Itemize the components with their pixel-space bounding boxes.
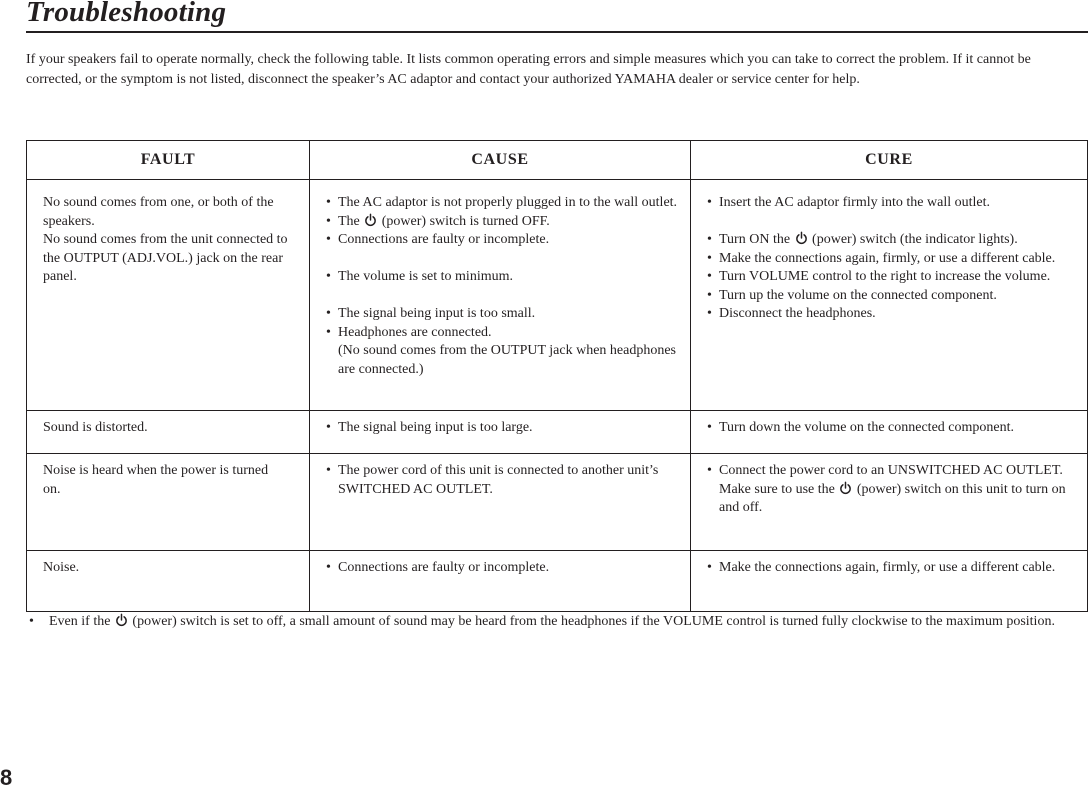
fault-cell	[27, 411, 310, 454]
footnote-text-after: (power) switch is set to off, a small amount of sound may be heard from the headphones if the VOLUME control is turned fully clockwise to the maximum position.	[132, 614, 1055, 629]
cause-item: • Connections are faulty or incomplete.	[326, 559, 682, 578]
cure-item-text-after: (power) switch (the indicator lights).	[812, 232, 1018, 247]
cure-item-text-before: Turn ON the	[719, 232, 791, 247]
cure-cell	[691, 551, 1088, 612]
cure-item: • Insert the AC adaptor firmly into the wall outlet.	[707, 194, 1079, 213]
cure-item: • Make the connections again, firmly, or use a different cable.	[707, 250, 1079, 269]
cause-cell	[310, 411, 691, 454]
table-row	[27, 551, 1088, 612]
fault-text: No sound comes from the unit connected to the OUTPUT (ADJ.VOL.) jack on the rear panel.	[43, 232, 288, 284]
table-row	[27, 454, 1088, 551]
cause-item: • The signal being input is too small.	[326, 305, 682, 324]
cure-item: • Turn down the volume on the connected component.	[707, 419, 1079, 438]
cause-cell	[310, 551, 691, 612]
cure-cell	[691, 411, 1088, 454]
title-rule	[26, 31, 1088, 33]
power-icon	[795, 231, 808, 245]
cause-item: • The signal being input is too large.	[326, 419, 682, 438]
cause-item: • The power cord of this unit is connected to another unit’s SWITCHED AC OUTLET.	[326, 462, 682, 499]
cause-cell	[310, 454, 691, 551]
cure-item	[707, 231, 1079, 250]
cause-item-text: • Headphones are connected.	[338, 324, 492, 340]
footnote-text-before: Even if the	[49, 614, 111, 629]
table-row	[27, 180, 1088, 411]
cause-item	[326, 324, 682, 380]
cure-item: • Make the connections again, firmly, or use a different cable.	[707, 559, 1079, 578]
cure-item: • Disconnect the headphones.	[707, 305, 1079, 324]
cure-item-text-before: Make sure to use the	[719, 481, 835, 497]
cure-item-note	[719, 481, 1079, 518]
cause-item: • The volume is set to minimum.	[326, 268, 682, 287]
table-header-row	[27, 141, 1088, 180]
table-row	[27, 411, 1088, 454]
power-icon	[839, 481, 852, 495]
fault-cell	[27, 551, 310, 612]
cause-item: • The AC adaptor is not properly plugged in to the wall outlet.	[326, 194, 682, 213]
fault-text: Noise.	[43, 560, 80, 575]
fault-cell	[27, 180, 310, 411]
fault-text: Sound is distorted.	[43, 420, 148, 435]
cure-item	[707, 462, 1079, 518]
intro-paragraph: If your speakers fail to operate normally, check the following table. It lists common operating errors and simple measures which you can take to correct the problem. If it cannot be corrected, or the symptom is not listed, disconnect the speaker’s AC adaptor and contact your authorized YAMAHA dealer or service center for help.	[26, 52, 1031, 87]
cause-header: CAUSE	[310, 141, 691, 180]
cure-cell	[691, 454, 1088, 551]
fault-text: Noise is heard when the power is turned on.	[43, 463, 269, 497]
cure-item-text-after: (power) switch on this unit to turn on and off.	[719, 481, 1066, 515]
cure-header: CURE	[691, 141, 1088, 180]
cure-cell	[691, 180, 1088, 411]
fault-cell	[27, 454, 310, 551]
page-title: Troubleshooting	[26, 0, 227, 28]
fault-header: FAULT	[27, 141, 310, 180]
cure-item: • Turn up the volume on the connected component.	[707, 287, 1079, 306]
page-number: 8	[0, 765, 13, 790]
cause-item	[326, 213, 682, 232]
cause-cell	[310, 180, 691, 411]
footnote	[26, 612, 1066, 632]
fault-text: No sound comes from one, or both of the speakers.	[43, 195, 274, 229]
cure-item: • Turn VOLUME control to the right to increase the volume.	[707, 268, 1079, 287]
footnote-text	[49, 612, 1066, 632]
power-icon	[115, 613, 128, 627]
cause-item-text-before: The	[338, 213, 360, 229]
cause-item-text-after: (power) switch is turned OFF.	[381, 213, 550, 229]
cure-item-text: • Connect the power cord to an UNSWITCHED AC OUTLET.	[719, 463, 1063, 478]
power-icon	[364, 213, 377, 227]
cause-item-note: (No sound comes from the OUTPUT jack when headphones are connected.)	[338, 343, 677, 377]
cause-item: • Connections are faulty or incomplete.	[326, 231, 682, 250]
footnote-bullet: •	[29, 614, 34, 629]
troubleshooting-table	[26, 140, 1088, 612]
